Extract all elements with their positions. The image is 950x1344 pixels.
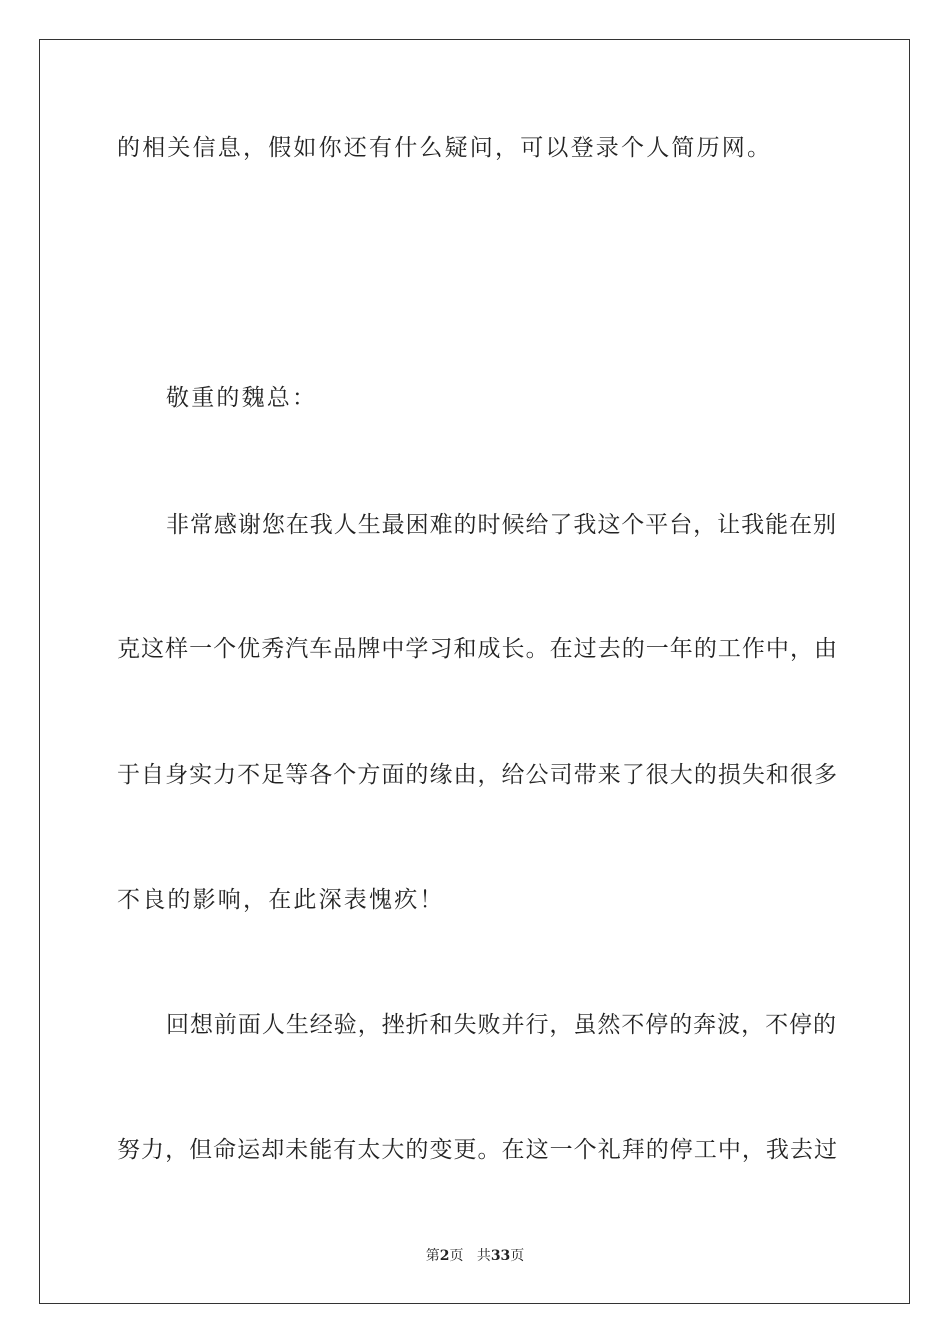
paragraph-line-7: 努力，但命运却未能有太大的变更。在这一个礼拜的停工中，我去过 [117,1137,837,1163]
page-border [39,39,910,1304]
paragraph-line-5: 不良的影响，在此深表愧疚！ [117,887,445,913]
page-prefix: 第 [425,1248,440,1264]
paragraph-line-6: 回想前面人生经验，挫折和失败并行，虽然不停的奔波，不停的 [166,1012,836,1038]
paragraph-line-1: 的相关信息，假如你还有什么疑问，可以登录个人简历网。 [117,135,773,161]
salutation: 敬重的魏总： [166,385,318,411]
total-suffix: 页 [510,1248,525,1264]
paragraph-line-4: 于自身实力不足等各个方面的缘由，给公司带来了很大的损失和很多 [117,762,837,788]
paragraph-line-2: 非常感谢您在我人生最困难的时候给了我这个平台，让我能在别 [166,512,836,538]
total-prefix: 共 [476,1248,491,1264]
page-number: 2 [439,1248,450,1264]
paragraph-line-3: 克这样一个优秀汽车品牌中学习和成长。在过去的一年的工作中，由 [117,636,837,662]
page-suffix: 页 [449,1248,464,1264]
total-pages: 33 [490,1248,511,1264]
page-footer [0,1247,950,1265]
